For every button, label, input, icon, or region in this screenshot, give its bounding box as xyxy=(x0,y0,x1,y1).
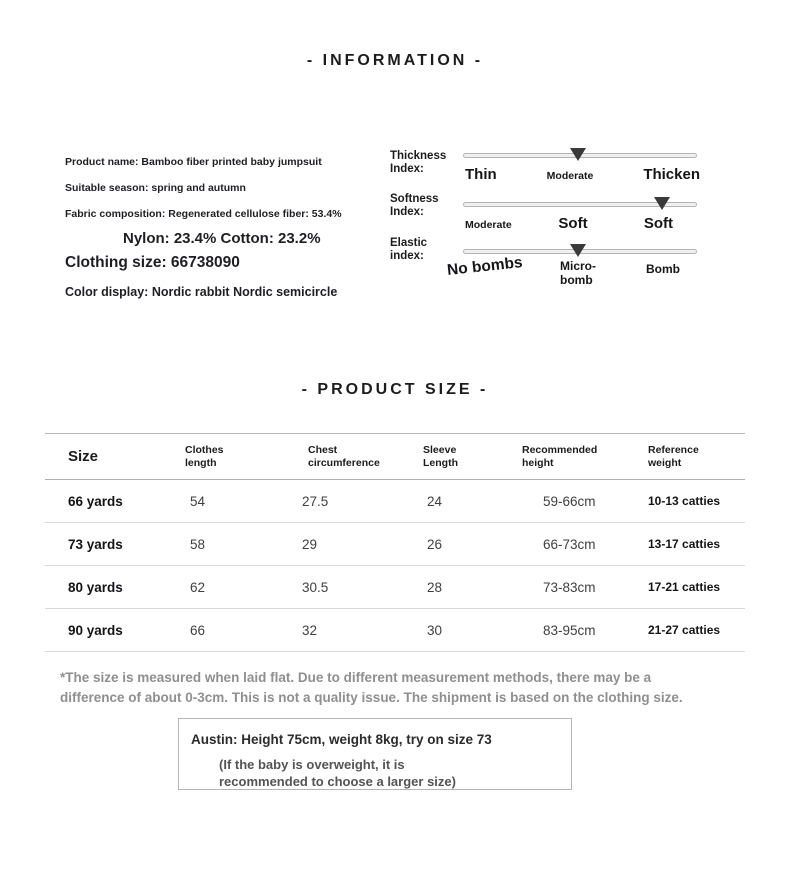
header-clothes-length-line2: length xyxy=(185,456,217,469)
cell-reference-weight: 17-21 catties xyxy=(648,580,721,594)
cell-size: 80 yards xyxy=(68,579,123,595)
elastic-index-label xyxy=(390,237,427,263)
thickness-level-thin: Thin xyxy=(465,166,497,183)
elastic-level-bomb: Bomb xyxy=(646,262,680,276)
header-recommended-height-line1: Recommended xyxy=(522,443,598,456)
cell-recommended-height: 59-66cm xyxy=(543,493,596,509)
elastic-index-label-line1: Elastic xyxy=(390,237,428,249)
cell-sleeve-length: 26 xyxy=(427,536,443,552)
header-clothes-length-line1: Clothes xyxy=(185,443,224,456)
thickness-index-label-line2: Index: xyxy=(390,163,424,175)
cell-recommended-height: 83-95cm xyxy=(543,622,596,638)
cell-size: 73 yards xyxy=(68,536,123,552)
elastic-level-micro-bomb xyxy=(560,260,596,287)
thickness-index-label-line1: Thickness xyxy=(390,150,447,162)
index-sliders-block xyxy=(388,143,718,293)
elastic-index-label-line2: index: xyxy=(390,250,424,262)
size-table xyxy=(45,433,745,652)
cell-clothes-length: 62 xyxy=(190,579,206,595)
cell-reference-weight: 10-13 catties xyxy=(648,494,721,508)
table-row-80-yards xyxy=(45,566,745,609)
fabric-composition-text: Fabric composition: Regenerated cellulose fiber: 53.4% xyxy=(65,208,342,220)
thickness-level-thicken: Thicken xyxy=(643,166,700,183)
cell-clothes-length: 58 xyxy=(190,536,206,552)
softness-level-soft-right: Soft xyxy=(643,215,673,232)
size-table-header-row xyxy=(45,433,745,480)
product-name-text: Product name: Bamboo fiber printed baby jumpsuit xyxy=(65,156,322,168)
header-sleeve-length-line1: Sleeve xyxy=(423,443,457,456)
cell-chest-circumference: 32 xyxy=(302,622,318,638)
measurement-disclaimer-line1: *The size is measured when laid flat. Due to different measurement methods, there may be a xyxy=(60,670,652,685)
softness-index-label xyxy=(390,193,439,219)
cell-clothes-length: 66 xyxy=(190,622,206,638)
product-size-section-title: - PRODUCT SIZE - xyxy=(301,381,489,398)
table-row-66-yards xyxy=(45,480,745,523)
table-row-90-yards xyxy=(45,609,745,652)
header-sleeve-length xyxy=(405,444,505,470)
cell-recommended-height: 73-83cm xyxy=(543,579,596,595)
cell-chest-circumference: 30.5 xyxy=(302,579,329,595)
header-reference-weight-line2: weight xyxy=(648,456,682,469)
product-info-block xyxy=(65,155,395,300)
thickness-level-moderate: Moderate xyxy=(546,170,594,182)
softness-index-label-line2: Index: xyxy=(390,206,424,218)
cell-sleeve-length: 30 xyxy=(427,622,443,638)
cell-chest-circumference: 29 xyxy=(302,536,318,552)
cell-reference-weight: 21-27 catties xyxy=(648,623,721,637)
measurement-disclaimer-line2: difference of about 0-3cm. This is not a quality issue. The shipment is based on the clothing size. xyxy=(60,689,683,705)
cell-clothes-length: 54 xyxy=(190,493,206,509)
softness-index-label-line1: Softness xyxy=(390,193,439,205)
cell-chest-circumference: 27.5 xyxy=(302,493,329,509)
elastic-level-micro-bomb-line2: bomb xyxy=(560,272,593,287)
softness-level-soft-center: Soft xyxy=(558,215,588,232)
thickness-slider-marker-icon xyxy=(570,148,586,161)
fit-recommendation-line2: recommended to choose a larger size) xyxy=(219,773,456,789)
header-chest-circumference-line2: circumference xyxy=(308,456,380,469)
cell-sleeve-length: 28 xyxy=(427,579,443,595)
model-fit-note-box xyxy=(178,718,572,790)
softness-level-moderate: Moderate xyxy=(465,219,512,231)
elastic-level-no-bombs: No bombs xyxy=(446,254,524,279)
softness-slider-marker-icon xyxy=(654,197,670,210)
header-recommended-height xyxy=(505,444,640,470)
cell-size: 66 yards xyxy=(68,493,123,509)
measurement-disclaimer xyxy=(60,668,750,707)
elastic-slider-marker-icon xyxy=(570,244,586,257)
clothing-size-text: Clothing size: 66738090 xyxy=(65,254,240,271)
header-recommended-height-line2: height xyxy=(522,456,554,469)
header-sleeve-length-line2: Length xyxy=(423,456,458,469)
thickness-index-label xyxy=(390,150,446,176)
header-size xyxy=(45,449,170,464)
suitable-season-text: Suitable season: spring and autumn xyxy=(65,182,246,194)
color-display-text: Color display: Nordic rabbit Nordic semicircle xyxy=(65,285,338,299)
header-chest-circumference xyxy=(290,444,405,470)
cell-recommended-height: 66-73cm xyxy=(543,536,596,552)
table-row-73-yards xyxy=(45,523,745,566)
fabric-composition-percentages-text: Nylon: 23.4% Cotton: 23.2% xyxy=(123,230,321,247)
fit-recommendation-line1: (If the baby is overweight, it is xyxy=(219,757,405,772)
header-reference-weight xyxy=(640,444,745,470)
header-size-line1: Size xyxy=(68,448,99,465)
elastic-level-micro-bomb-line1: Micro- xyxy=(560,259,596,273)
header-chest-circumference-line1: Chest xyxy=(308,443,338,456)
cell-size: 90 yards xyxy=(68,622,123,638)
header-clothes-length xyxy=(170,444,290,470)
fit-recommendation-text xyxy=(219,757,456,790)
cell-reference-weight: 13-17 catties xyxy=(648,537,721,551)
cell-sleeve-length: 24 xyxy=(427,493,443,509)
header-reference-weight-line1: Reference xyxy=(648,443,699,456)
information-section-title: - INFORMATION - xyxy=(306,52,484,69)
model-fit-text: Austin: Height 75cm, weight 8kg, try on size 73 xyxy=(191,732,492,747)
